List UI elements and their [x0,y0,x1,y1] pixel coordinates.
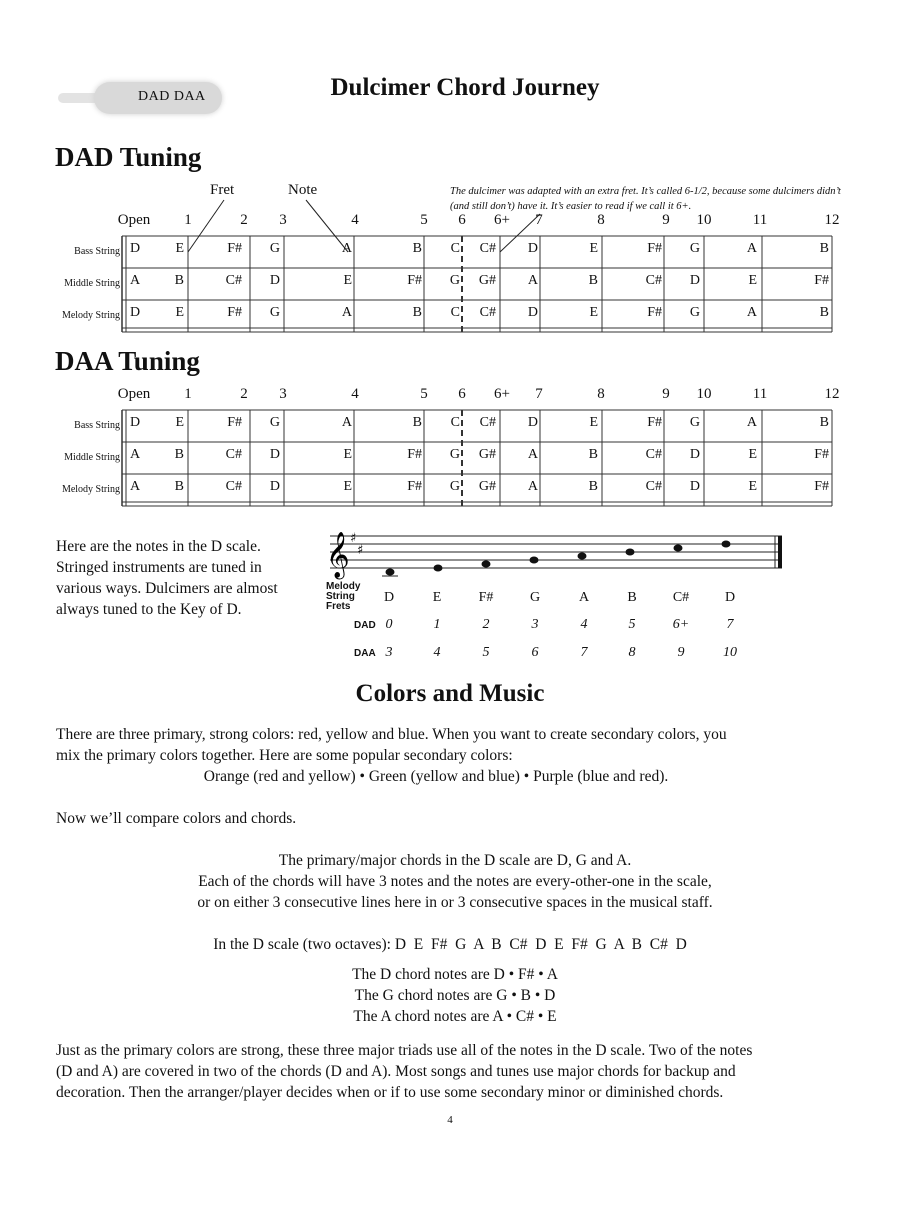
fret-note: D [269,447,280,462]
fret-note: C# [225,273,242,288]
fret-note: B [412,241,422,256]
fret-note: D [269,479,280,494]
fret-note: G [449,447,460,462]
daa-fret-number: 6 [531,645,539,660]
daa-fret-number: 3 [385,645,393,660]
fret-note: G [449,479,460,494]
fret-note: B [174,447,184,462]
fret-number: 12 [824,386,840,402]
fret-note: C# [645,447,662,462]
fret-number: 7 [535,386,543,402]
fret-note: E [748,273,757,288]
scale-note: G [529,590,541,605]
fret-number: 4 [351,212,359,228]
chord-g-notes: The G chord notes are G • B • D [354,987,556,1004]
fret-note: A [527,273,538,288]
fret-note: C# [479,305,496,320]
daa-fret-number: 8 [628,645,636,660]
fret-note: C# [225,479,242,494]
dad-fret-number: 1 [433,617,441,632]
fret-note: B [588,447,598,462]
fret-number: 1 [184,212,192,228]
callout-fret: Fret [210,182,235,198]
fret-note: G [689,241,700,256]
daa-fret-number: 9 [677,645,685,660]
fret-number: Open [117,212,151,228]
fret-note: C [450,415,460,430]
fret-number: 3 [279,386,287,402]
daa-fret-number: 4 [433,645,441,660]
fret-note: G [449,273,460,288]
fret-number: 6+ [494,212,510,228]
text-line: Each of the chords will have 3 notes and the notes are every-other-one in the scale, [198,873,712,890]
fret-note: E [748,447,757,462]
text-line: decoration. Then the arranger/player decides when or if to use some secondary minor or diminished chords. [56,1084,724,1101]
fret-number: 2 [240,386,248,402]
fret-number: 11 [752,386,768,402]
daa-fret-number: 5 [482,645,490,660]
fret-note: C [450,305,460,320]
fret-note: C# [479,241,496,256]
fret-note: F# [407,479,422,494]
chord-notes-list [0,964,900,1027]
fret-note: A [130,273,141,288]
string-label: Bass String [74,246,120,257]
fret-number: Open [117,386,151,402]
fret-note: B [588,273,598,288]
dad-fret-number: 0 [385,617,393,632]
scale-intro-line: Stringed instruments are tuned in [56,559,262,576]
fret-number: 12 [824,212,840,228]
fret-number: 6 [458,386,466,402]
fret-note: D [269,273,280,288]
scale-intro-line: various ways. Dulcimers are almost [56,580,278,597]
dad-fret-number: 3 [531,617,539,632]
fret-number: 3 [279,212,287,228]
fret-note: D [689,479,700,494]
fret-number: 8 [597,212,605,228]
fret-note: E [343,273,352,288]
fret-note: E [589,415,598,430]
string-label: Melody String [61,310,120,321]
fret-note: E [343,447,352,462]
chord-a-notes: The A chord notes are A • C# • E [353,1008,557,1025]
fret-note: A [746,415,757,430]
scale-note: C# [672,590,690,605]
page-number: 4 [447,1114,453,1126]
scale-note: F# [478,590,494,605]
scale-intro-line: Here are the notes in the D scale. [56,538,261,555]
fret-note: D [527,241,538,256]
fret-note: D [130,415,141,430]
fret-number: 7 [535,212,543,228]
string-label: Bass String [74,420,120,431]
fret-note: C# [225,447,242,462]
daa-heading: DAA Tuning [55,346,200,376]
extra-fret-note: The dulcimer was adapted with an extra fret. It’s called 6-1/2, because some dulcimers didn’t (and still don’t) have it. It’s easier to read if we call it 6+. [450,186,841,212]
colors-paragraph-2: Now we’ll compare colors and chords. [56,810,297,827]
colors-paragraph-1 [56,724,856,787]
dad-fret-number: 7 [726,617,734,632]
dad-fret-number: 6+ [672,617,690,632]
fret-note: F# [814,479,829,494]
dad-fret-number: 4 [580,617,588,632]
fret-note: F# [407,447,422,462]
string-label: Middle String [64,452,120,463]
fret-number: 9 [662,386,670,402]
colors-heading: Colors and Music [355,680,545,707]
fret-note: F# [814,447,829,462]
fret-note: C [450,241,460,256]
text-line: Just as the primary colors are strong, these three major triads use all of the notes in the D scale. Two of the notes [56,1042,753,1059]
fret-note: B [819,241,829,256]
fret-note: G# [478,479,496,494]
sharp-f-icon: ♯ [350,531,357,546]
fret-note: A [527,447,538,462]
daa-fret-number: 7 [580,645,588,660]
label-line: Frets [326,601,351,612]
treble-clef-icon: 𝄞 [326,532,350,578]
fret-note: A [527,479,538,494]
page-title: Dulcimer Chord Journey [330,74,600,101]
fret-note: D [130,305,141,320]
fret-note: E [175,415,184,430]
fret-note: B [174,479,184,494]
fret-note: F# [647,241,662,256]
dad-row-label: DAD [354,620,376,631]
fret-number: 2 [240,212,248,228]
scale-note: A [578,590,590,605]
string-label: Middle String [64,278,120,289]
colors-paragraph-5 [56,1040,856,1103]
fret-note: F# [227,305,242,320]
label-line: Melody [326,581,361,592]
dad-fret-number: 5 [628,617,636,632]
fret-note: D [689,273,700,288]
fret-note: A [341,241,352,256]
text-line: mix the primary colors together. Here are some popular secondary colors: [56,747,513,764]
fret-note: G [269,305,280,320]
fret-note: A [130,447,141,462]
text-line: The primary/major chords in the D scale are D, G and A. [278,852,632,869]
dad-fret-number: 2 [482,617,490,632]
fret-note: F# [814,273,829,288]
fret-note: D [527,415,538,430]
fret-number: 8 [597,386,605,402]
fret-note: E [748,479,757,494]
fret-note: G [269,415,280,430]
scale-intro-line: always tuned to the Key of D. [56,601,242,618]
fret-note: E [343,479,352,494]
fret-number: 6 [458,212,466,228]
badge-label: DAD DAA [138,89,206,104]
fret-number: 5 [420,386,428,402]
label-line: String [326,591,355,602]
fret-note: A [746,305,757,320]
fret-note: D [689,447,700,462]
fret-note: F# [227,415,242,430]
fret-note: F# [647,305,662,320]
fret-number: 9 [662,212,670,228]
fret-number: 1 [184,386,192,402]
fret-number: 6+ [494,386,510,402]
fret-note: A [341,415,352,430]
fret-number: 10 [696,386,712,402]
fret-note: B [412,305,422,320]
colors-paragraph-3 [0,850,900,913]
fret-note: C# [645,273,662,288]
daa-row-label: DAA [354,648,376,659]
fret-note: C# [645,479,662,494]
fret-note: B [819,305,829,320]
string-label: Melody String [61,484,120,495]
callout-note: Note [288,182,318,198]
text-line: or on either 3 consecutive lines here in or 3 consecutive spaces in the musical staff. [197,894,713,911]
fret-note: A [746,241,757,256]
fret-number: 11 [752,212,768,228]
fret-note: G [689,415,700,430]
d-scale-two-octaves: In the D scale (two octaves): D E F# G A B C# D E F# G A B C# D [213,936,687,953]
fret-note: B [588,479,598,494]
text-line: Orange (red and yellow) • Green (yellow and blue) • Purple (blue and red). [203,768,669,785]
fret-note: E [589,305,598,320]
fret-note: C# [479,415,496,430]
fret-note: G# [478,447,496,462]
scale-note: D [724,590,736,605]
fret-note: D [527,305,538,320]
fret-note: D [130,241,141,256]
sharp-c-icon: ♯ [357,543,364,558]
fret-note: B [819,415,829,430]
fret-number: 4 [351,386,359,402]
text-line: There are three primary, strong colors: red, yellow and blue. When you want to create secondary colors, you [56,726,727,743]
fret-note: A [130,479,141,494]
scale-note: E [432,590,442,605]
fret-number: 10 [696,212,712,228]
fret-note: G# [478,273,496,288]
dad-heading: DAD Tuning [55,142,202,172]
fret-note: B [412,415,422,430]
fret-note: G [269,241,280,256]
daa-fret-number: 10 [723,645,737,660]
fret-note: E [175,241,184,256]
scale-note: D [383,590,395,605]
fret-note: F# [407,273,422,288]
fret-note: E [589,241,598,256]
fret-note: F# [227,241,242,256]
scale-note: B [627,590,637,605]
fret-number: 5 [420,212,428,228]
fret-note: F# [647,415,662,430]
fret-note: E [175,305,184,320]
fret-note: G [689,305,700,320]
chord-d-notes: The D chord notes are D • F# • A [352,966,558,983]
fret-note: A [341,305,352,320]
fret-note: B [174,273,184,288]
text-line: (D and A) are covered in two of the chords (D and A). Most songs and tunes use major chords for backup and [56,1063,736,1080]
